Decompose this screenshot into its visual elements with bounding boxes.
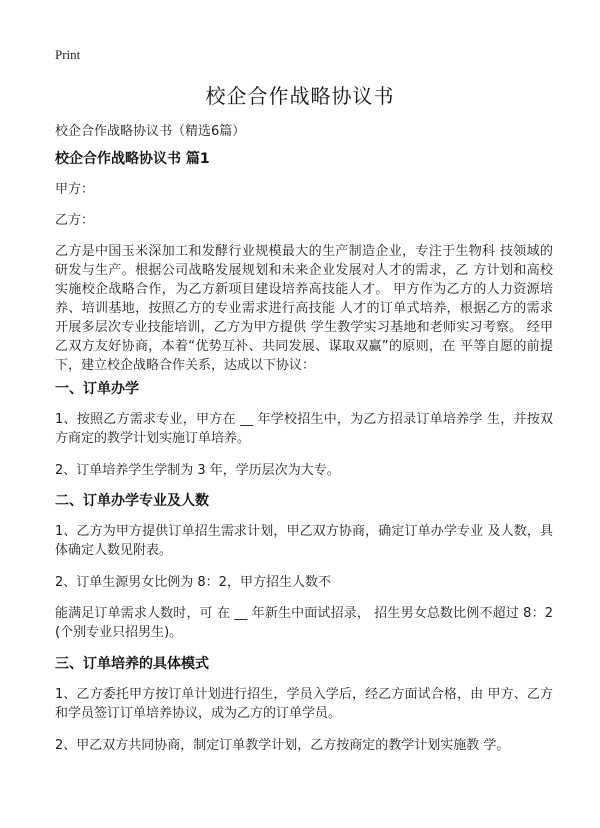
heading-order-education: 一、订单办学: [55, 381, 139, 397]
document-title: 校企合作战略协议书: [205, 84, 395, 108]
intro-paragraph: 乙方是中国玉米深加工和发酵行业规模最大的生产制造企业，专注于生物科 技领域的研发与生产。根据公司战略发展规划和未来企业发展对人才的需求，乙 方计划和高校实施校企战略合作，为乙方新项目建设培养高技能人才。 甲方作为乙方的人力资源培养、培训基地，按照乙方的专业需求进行高技能 人才的订单式培养，根据乙方的需求开展多层次专业技能培训，乙方为甲方提供 学生教学实习基地和老师实习考察。 经甲乙双方友好协商，本着“优势互补、共同发展、谋取双赢”的原则，在 平等自愿的前提下，建立校企战略合作关系，达成以下协议：: [55, 244, 553, 373]
heading-training-mode: 三、订单培养的具体模式: [55, 656, 209, 672]
section-title: 校企合作战略协议书 篇1: [55, 151, 210, 167]
print-link[interactable]: Print: [55, 47, 81, 62]
clause-2-1: 1、乙方为甲方提供订单招生需求计划，甲乙双方协商，确定订单办学专业 及人数，具体确定人数见附表。: [55, 524, 553, 558]
clause-1-1: 1、按照乙方需求专业，甲方在 __ 年学校招生中，为乙方招录订单培养学 生，并按双方商定的教学计划实施订单培养。: [55, 412, 553, 446]
clause-2-2-continued: 能满足订单需求人数时，可 在 __ 年新生中面试招录， 招生男女总数比例不超过 8：2 (个别专业只招男生)。: [55, 606, 553, 640]
heading-majors-and-numbers: 二、订单办学专业及人数: [55, 493, 209, 509]
clause-1-2: 2、订单培养学生学制为 3 年，学历层次为大专。: [55, 463, 340, 478]
document-subtitle: 校企合作战略协议书（精选6篇）: [55, 124, 246, 139]
clause-3-2: 2、甲乙双方共同协商，制定订单教学计划，乙方按商定的教学计划实施教 学。: [55, 738, 510, 753]
clause-2-2: 2、订单生源男女比例为 8：2，甲方招生人数不: [55, 575, 331, 590]
clause-3-1: 1、乙方委托甲方按订单计划进行招生，学员入学后，经乙方面试合格，由 甲方、乙方和学员签订订单培养协议，成为乙方的订单学员。: [55, 687, 553, 721]
party-a-label: 甲方：: [55, 182, 95, 197]
party-b-label: 乙方：: [55, 213, 95, 228]
